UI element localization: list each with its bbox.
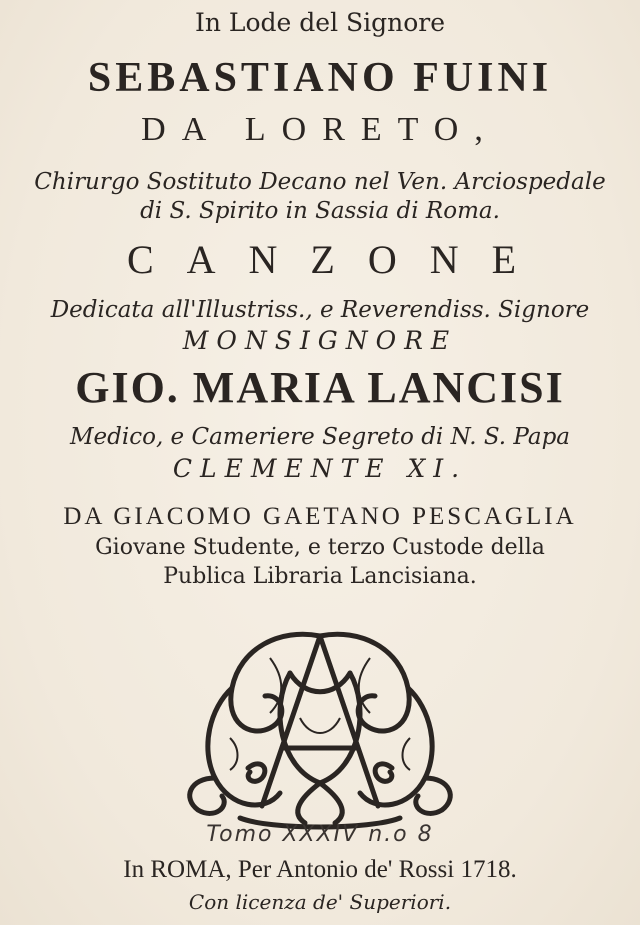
author-role-line-1: Giovane Studente, e terzo Custode della	[95, 535, 545, 560]
license-line: Con licenza de' Superiori.	[188, 890, 452, 914]
pope-name: CLEMENTE XI.	[172, 454, 468, 483]
dedication-to: Dedicata all'Illustriss., e Reverendiss. Signore	[50, 297, 590, 323]
dedicatee-honorific: MONSIGNORE	[182, 326, 458, 355]
interlaced-monogram-ornament-icon	[170, 618, 470, 833]
imprint-line: In ROMA, Per Antonio de' Rossi 1718.	[123, 856, 517, 883]
honoree-origin: DA LORETO,	[141, 111, 499, 148]
dedicatee-role: Medico, e Cameriere Segreto di N. S. Papa	[69, 424, 571, 450]
handwritten-shelfmark: Tomo XXXIV n.o 8	[206, 822, 434, 847]
author-role-line-2: Publica Libraria Lancisiana.	[163, 564, 477, 589]
honoree-title-line-1: Chirurgo Sostituto Decano nel Ven. Arciospedale	[34, 169, 606, 195]
dedicatee-name: GIO. MARIA LANCISI	[75, 363, 565, 412]
author-name: DA GIACOMO GAETANO PESCAGLIA	[63, 503, 577, 530]
honoree-title-line-2: di S. Spirito in Sassia di Roma.	[140, 198, 500, 224]
honoree-name: SEBASTIANO FUINI	[87, 55, 553, 101]
dedication-line: In Lode del Signore	[194, 8, 446, 37]
work-genre: CANZONE	[126, 237, 550, 282]
